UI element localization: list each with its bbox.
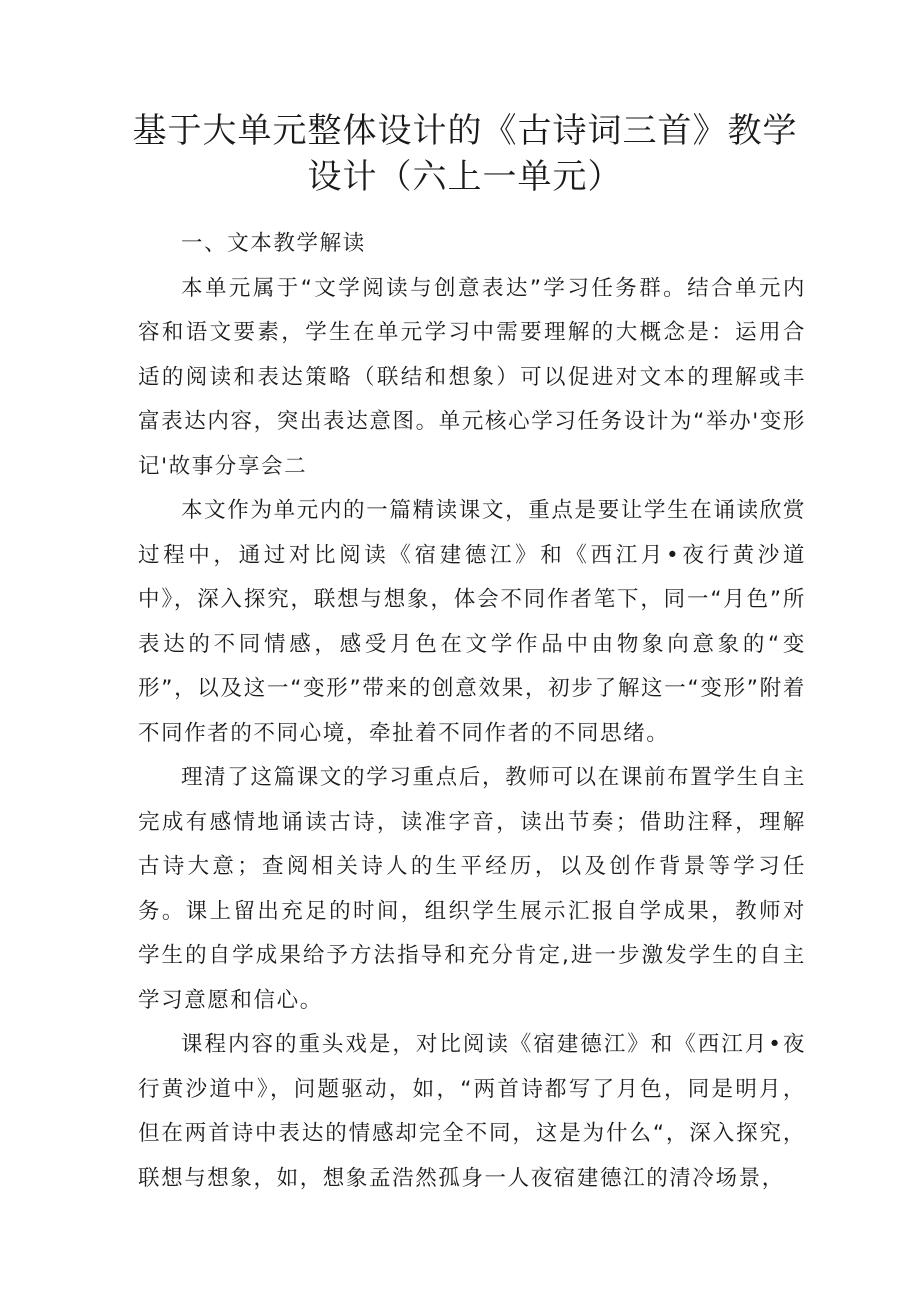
paragraph: 课程内容的重头戏是，对比阅读《宿建德江》和《西江月•夜行黄沙道中》，问题驱动，如，“两首诗都写了月色，同是明月，但在两首诗中表达的情感却完全不同，这是为什么“，深入探究，联想与想象，如，想象孟浩然孤身一人夜宿建德江的清冷场景， xyxy=(138,1032,806,1191)
paragraph: 本单元属于“文学阅读与创意表达”学习任务群。结合单元内容和语文要素，学生在单元学习中需要理解的大概念是：运用合适的阅读和表达策略（联结和想象）可以促进对文本的理解或丰富表达内容，突出表达意图。单元核心学习任务设计为“举办'变形记'故事分享会二 xyxy=(138,275,806,479)
paragraph: 理清了这篇课文的学习重点后，教师可以在课前布置学生自主完成有感情地诵读古诗，读准字音，读出节奏；借助注释，理解古诗大意；查阅相关诗人的生平经历，以及创作背景等学习任务。课上留出充足的时间，组织学生展示汇报自学成果，教师对学生的自学成果给予方法指导和充分肯定,进一步激发学生的自主学习意愿和信心。 xyxy=(138,765,806,1013)
document-body xyxy=(138,222,806,1201)
paragraph: 本文作为单元内的一篇精读课文，重点是要让学生在诵读欣赏过程中，通过对比阅读《宿建德江》和《西江月•夜行黄沙道中》，深入探究，联想与想象，体会不同作者笔下，同一“月色”所表达的不同情感，感受月色在文学作品中由物象向意象的“变形”，以及这一“变形”带来的创意效果，初步了解这一“变形”附着不同作者的不同心境，牵扯着不同作者的不同思绪。 xyxy=(138,498,806,746)
section-heading: 一、文本教学解读 xyxy=(181,231,366,256)
document-title: 基于大单元整体设计的《古诗词三首》教学设计（六上一单元） xyxy=(132,111,798,197)
